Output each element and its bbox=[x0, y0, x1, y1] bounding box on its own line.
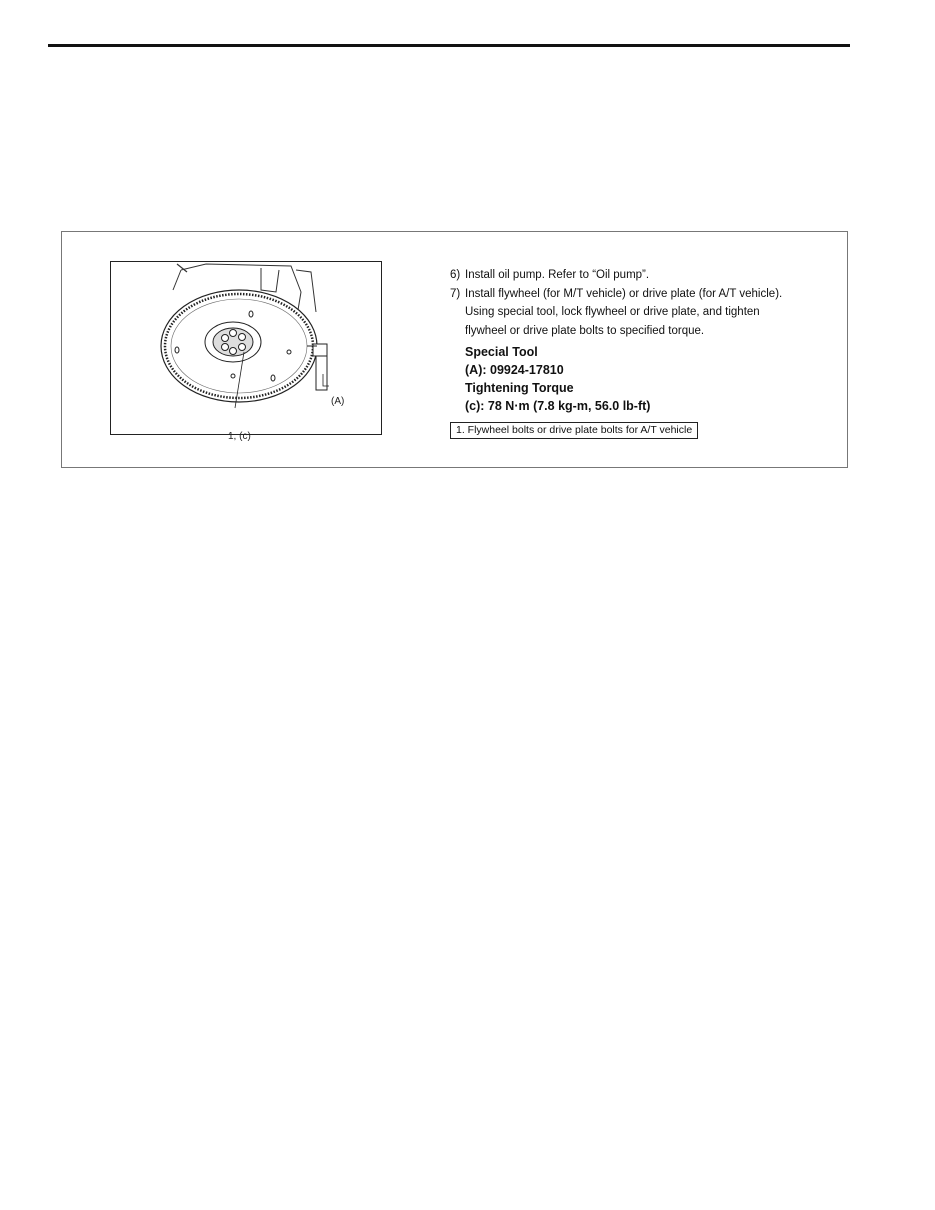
instruction-text bbox=[450, 266, 830, 415]
step-7-number: 7) bbox=[450, 287, 461, 300]
figure-caption: 1. Flywheel bolts or drive plate bolts for A/T vehicle bbox=[450, 422, 698, 439]
step-7-line-3: flywheel or drive plate bolts to specified torque. bbox=[465, 324, 705, 337]
flywheel-illustration bbox=[110, 261, 382, 442]
step-6-text: Install oil pump. Refer to “Oil pump”. bbox=[465, 269, 650, 281]
step-6 bbox=[450, 266, 830, 285]
step-6-number: 6) bbox=[450, 269, 461, 281]
flywheel-drawing bbox=[111, 262, 383, 436]
special-tool-heading: Special Tool bbox=[465, 345, 538, 359]
step-7 bbox=[450, 285, 830, 341]
tightening-torque-value: (c): 78 N·m (7.8 kg-m, 56.0 lb-ft) bbox=[465, 399, 651, 413]
procedure-panel bbox=[61, 231, 848, 468]
special-tool-value: (A): 09924-17810 bbox=[465, 363, 564, 377]
bolts-label: 1, (c) bbox=[228, 431, 251, 442]
step-7-line-2: Using special tool, lock flywheel or drive plate, and tighten bbox=[465, 306, 760, 318]
step-7-line-1: Install flywheel (for M/T vehicle) or drive plate (for A/T vehicle). bbox=[465, 287, 783, 300]
tool-a-label: (A) bbox=[331, 396, 345, 407]
tightening-torque-heading: Tightening Torque bbox=[465, 381, 574, 395]
top-rule bbox=[48, 44, 850, 47]
